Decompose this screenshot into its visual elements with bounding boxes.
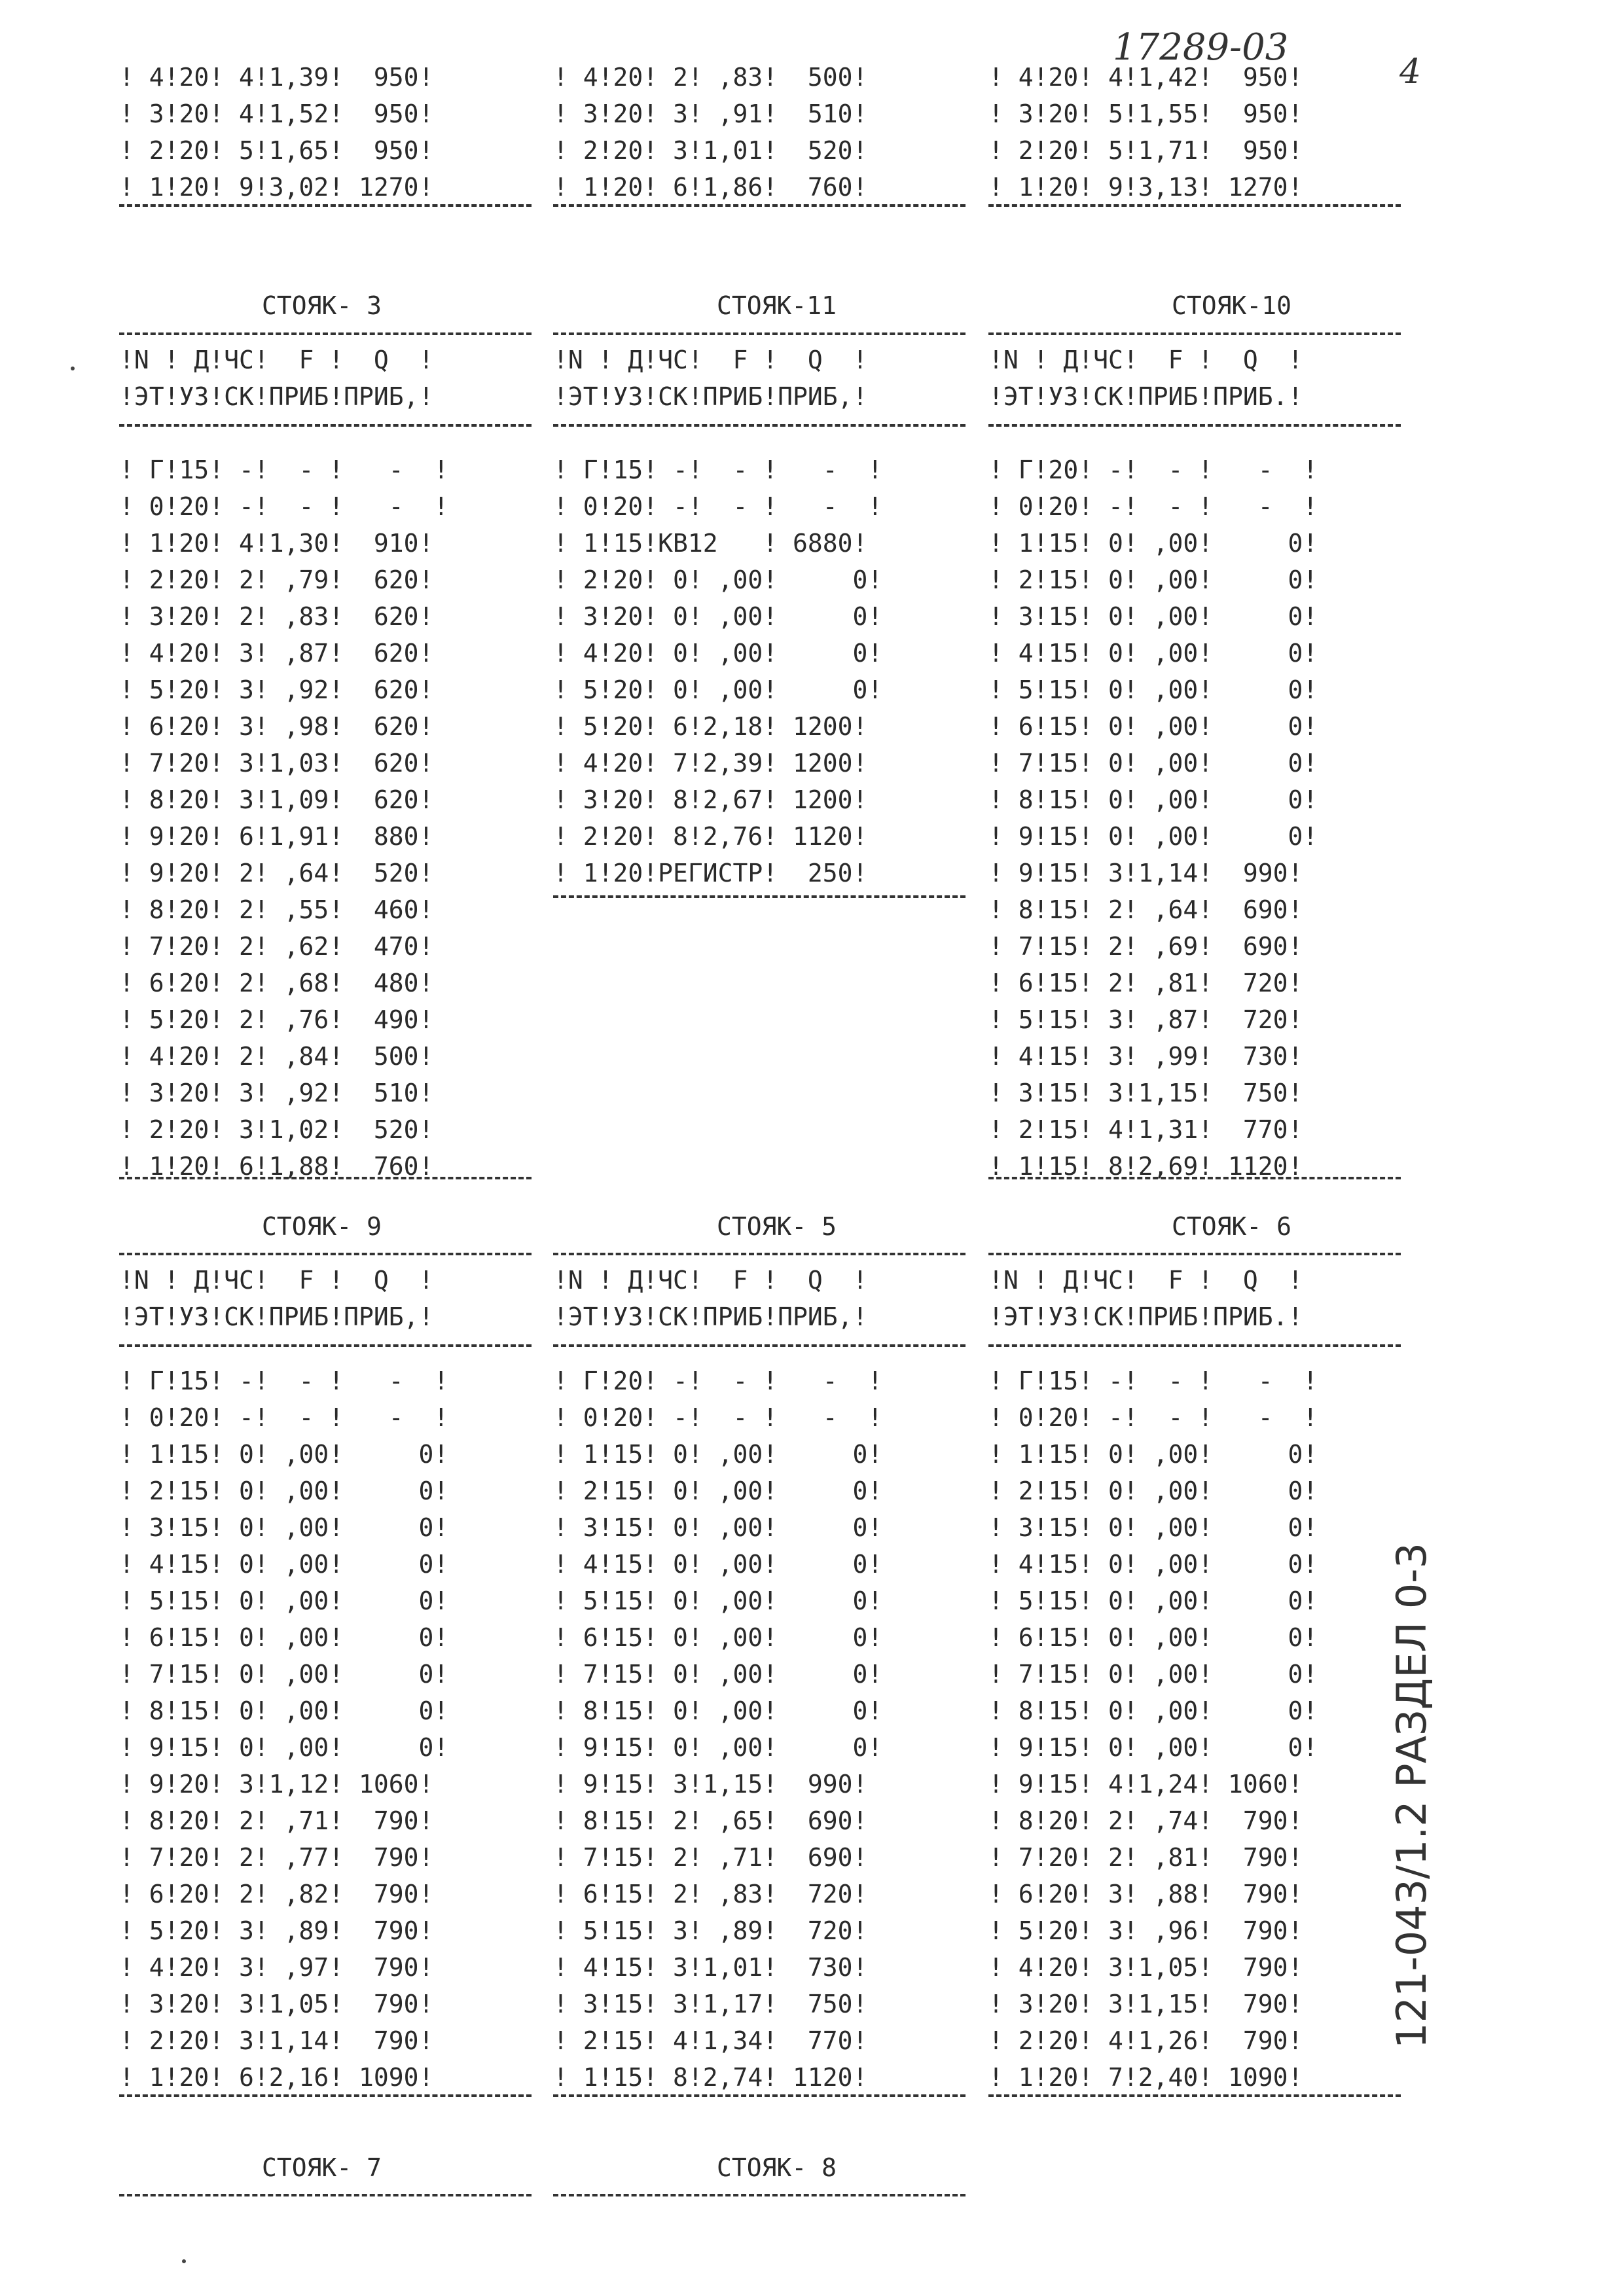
block-header-stoyak-6: !N ! Д!ЧС! F ! Q ! !ЭТ!УЗ!СК!ПРИБ!ПРИБ.!	[988, 1266, 1303, 1331]
rule	[988, 332, 1401, 335]
section-code-vertical: 121-043/1.2 РАЗДЕЛ 0-3	[1388, 1542, 1435, 2049]
rule	[119, 2194, 532, 2196]
block-title-stoyak-11: СТОЯК-11	[717, 291, 837, 320]
rule	[553, 2194, 965, 2196]
rule	[119, 1344, 532, 1347]
rule	[988, 1177, 1401, 1179]
top-rows-left: ! 4!20! 4!1,39! 950! ! 3!20! 4!1,52! 950! ! 2!20! 5!1,65! 950! ! 1!20! 9!3,02! 1270!	[119, 63, 434, 202]
block-body-stoyak-9: ! Г!15! -! - ! - ! ! 0!20! -! - ! - ! ! 1!15! 0! ,00! 0! ! 2!15! 0! ,00! 0! ! 3!15! 0! ,00! 0! ! 4!15! 0! ,00! 0! ! 5!15! 0! ,00! 0! ! 6!15! 0! ,00! 0! ! 7!15! 0! ,00! 0! ! 8!15! 0! ,00! 0! ! 9!15! 0! ,00! 0! ! 9!20! 3!1,12! 1060! ! 8!20! 2! ,71! 790! ! 7!20! 2! ,77! 790! ! 6!20! 2! ,82! 790! ! 5!20! 3! ,89! 790! ! 4!20! 3! ,97! 790! ! 3!20! 3!1,05! 790! ! 2!20! 3!1,14! 790! ! 1!20! 6!2,16! 1090!	[119, 1367, 449, 2092]
rule	[988, 1253, 1401, 1255]
block-title-stoyak-8: СТОЯК- 8	[717, 2153, 837, 2182]
rule	[553, 424, 965, 427]
page-number-mark: 4	[1399, 52, 1422, 92]
rule	[553, 2094, 965, 2097]
rule	[988, 2094, 1401, 2097]
block-title-stoyak-9: СТОЯК- 9	[262, 1212, 382, 1241]
rule	[988, 1344, 1401, 1347]
block-title-stoyak-3: СТОЯК- 3	[262, 291, 382, 320]
top-rule-middle	[553, 204, 965, 207]
block-header-stoyak-11: !N ! Д!ЧС! F ! Q ! !ЭТ!УЗ!СК!ПРИБ!ПРИБ,!	[553, 346, 868, 411]
block-body-stoyak-11: ! Г!15! -! - ! - ! ! 0!20! -! - ! - ! ! 1!15!КВ12 ! 6880! ! 2!20! 0! ,00! 0! ! 3!20! 0! ,00! 0! ! 4!20! 0! ,00! 0! ! 5!20! 0! ,00! 0! ! 5!20! 6!2,18! 1200! ! 4!20! 7!2,39! 1200! ! 3!20! 8!2,67! 1200! ! 2!20! 8!2,76! 1120! ! 1!20!РЕГИСТР! 250!	[553, 456, 883, 887]
block-body-stoyak-3: ! Г!15! -! - ! - ! ! 0!20! -! - ! - ! ! 1!20! 4!1,30! 910! ! 2!20! 2! ,79! 620! ! 3!20! 2! ,83! 620! ! 4!20! 3! ,87! 620! ! 5!20! 3! ,92! 620! ! 6!20! 3! ,98! 620! ! 7!20! 3!1,03! 620! ! 8!20! 3!1,09! 620! ! 9!20! 6!1,91! 880! ! 9!20! 2! ,64! 520! ! 8!20! 2! ,55! 460! ! 7!20! 2! ,62! 470! ! 6!20! 2! ,68! 480! ! 5!20! 2! ,76! 490! ! 4!20! 2! ,84! 500! ! 3!20! 3! ,92! 510! ! 2!20! 3!1,02! 520! ! 1!20! 6!1,88! 760!	[119, 456, 449, 1181]
stray-mark	[182, 2259, 186, 2263]
document-number: 17289-03	[1113, 26, 1289, 69]
block-body-stoyak-10: ! Г!20! -! - ! - ! ! 0!20! -! - ! - ! ! 1!15! 0! ,00! 0! ! 2!15! 0! ,00! 0! ! 3!15! 0! ,00! 0! ! 4!15! 0! ,00! 0! ! 5!15! 0! ,00! 0! ! 6!15! 0! ,00! 0! ! 7!15! 0! ,00! 0! ! 8!15! 0! ,00! 0! ! 9!15! 0! ,00! 0! ! 9!15! 3!1,14! 990! ! 8!15! 2! ,64! 690! ! 7!15! 2! ,69! 690! ! 6!15! 2! ,81! 720! ! 5!15! 3! ,87! 720! ! 4!15! 3! ,99! 730! ! 3!15! 3!1,15! 750! ! 2!15! 4!1,31! 770! ! 1!15! 8!2,69! 1120!	[988, 456, 1318, 1181]
block-title-stoyak-7: СТОЯК- 7	[262, 2153, 382, 2182]
block-header-stoyak-3: !N ! Д!ЧС! F ! Q ! !ЭТ!УЗ!СК!ПРИБ!ПРИБ,!	[119, 346, 434, 411]
top-rule-right	[988, 204, 1401, 207]
rule	[119, 1253, 532, 1255]
rule	[988, 424, 1401, 427]
rule	[119, 332, 532, 335]
rule	[119, 1177, 532, 1179]
top-rows-middle: ! 4!20! 2! ,83! 500! ! 3!20! 3! ,91! 510! ! 2!20! 3!1,01! 520! ! 1!20! 6!1,86! 760!	[553, 63, 868, 202]
top-rule-left	[119, 204, 532, 207]
block-header-stoyak-9: !N ! Д!ЧС! F ! Q ! !ЭТ!УЗ!СК!ПРИБ!ПРИБ,!	[119, 1266, 434, 1331]
rule	[553, 1344, 965, 1347]
rule	[119, 424, 532, 427]
rule	[553, 332, 965, 335]
rule	[119, 2094, 532, 2097]
rule	[553, 1253, 965, 1255]
block-title-stoyak-10: СТОЯК-10	[1172, 291, 1292, 320]
rule	[553, 895, 965, 898]
block-title-stoyak-6: СТОЯК- 6	[1172, 1212, 1292, 1241]
top-rows-right: ! 4!20! 4!1,42! 950! ! 3!20! 5!1,55! 950! ! 2!20! 5!1,71! 950! ! 1!20! 9!3,13! 1270!	[988, 63, 1303, 202]
block-header-stoyak-10: !N ! Д!ЧС! F ! Q ! !ЭТ!УЗ!СК!ПРИБ!ПРИБ.!	[988, 346, 1303, 411]
block-title-stoyak-5: СТОЯК- 5	[717, 1212, 837, 1241]
block-header-stoyak-5: !N ! Д!ЧС! F ! Q ! !ЭТ!УЗ!СК!ПРИБ!ПРИБ,!	[553, 1266, 868, 1331]
stray-mark	[71, 367, 75, 370]
block-body-stoyak-5: ! Г!20! -! - ! - ! ! 0!20! -! - ! - ! ! 1!15! 0! ,00! 0! ! 2!15! 0! ,00! 0! ! 3!15! 0! ,00! 0! ! 4!15! 0! ,00! 0! ! 5!15! 0! ,00! 0! ! 6!15! 0! ,00! 0! ! 7!15! 0! ,00! 0! ! 8!15! 0! ,00! 0! ! 9!15! 0! ,00! 0! ! 9!15! 3!1,15! 990! ! 8!15! 2! ,65! 690! ! 7!15! 2! ,71! 690! ! 6!15! 2! ,83! 720! ! 5!15! 3! ,89! 720! ! 4!15! 3!1,01! 730! ! 3!15! 3!1,17! 750! ! 2!15! 4!1,34! 770! ! 1!15! 8!2,74! 1120!	[553, 1367, 883, 2092]
block-body-stoyak-6: ! Г!15! -! - ! - ! ! 0!20! -! - ! - ! ! 1!15! 0! ,00! 0! ! 2!15! 0! ,00! 0! ! 3!15! 0! ,00! 0! ! 4!15! 0! ,00! 0! ! 5!15! 0! ,00! 0! ! 6!15! 0! ,00! 0! ! 7!15! 0! ,00! 0! ! 8!15! 0! ,00! 0! ! 9!15! 0! ,00! 0! ! 9!15! 4!1,24! 1060! ! 8!20! 2! ,74! 790! ! 7!20! 2! ,81! 790! ! 6!20! 3! ,88! 790! ! 5!20! 3! ,96! 790! ! 4!20! 3!1,05! 790! ! 3!20! 3!1,15! 790! ! 2!20! 4!1,26! 790! ! 1!20! 7!2,40! 1090!	[988, 1367, 1318, 2092]
